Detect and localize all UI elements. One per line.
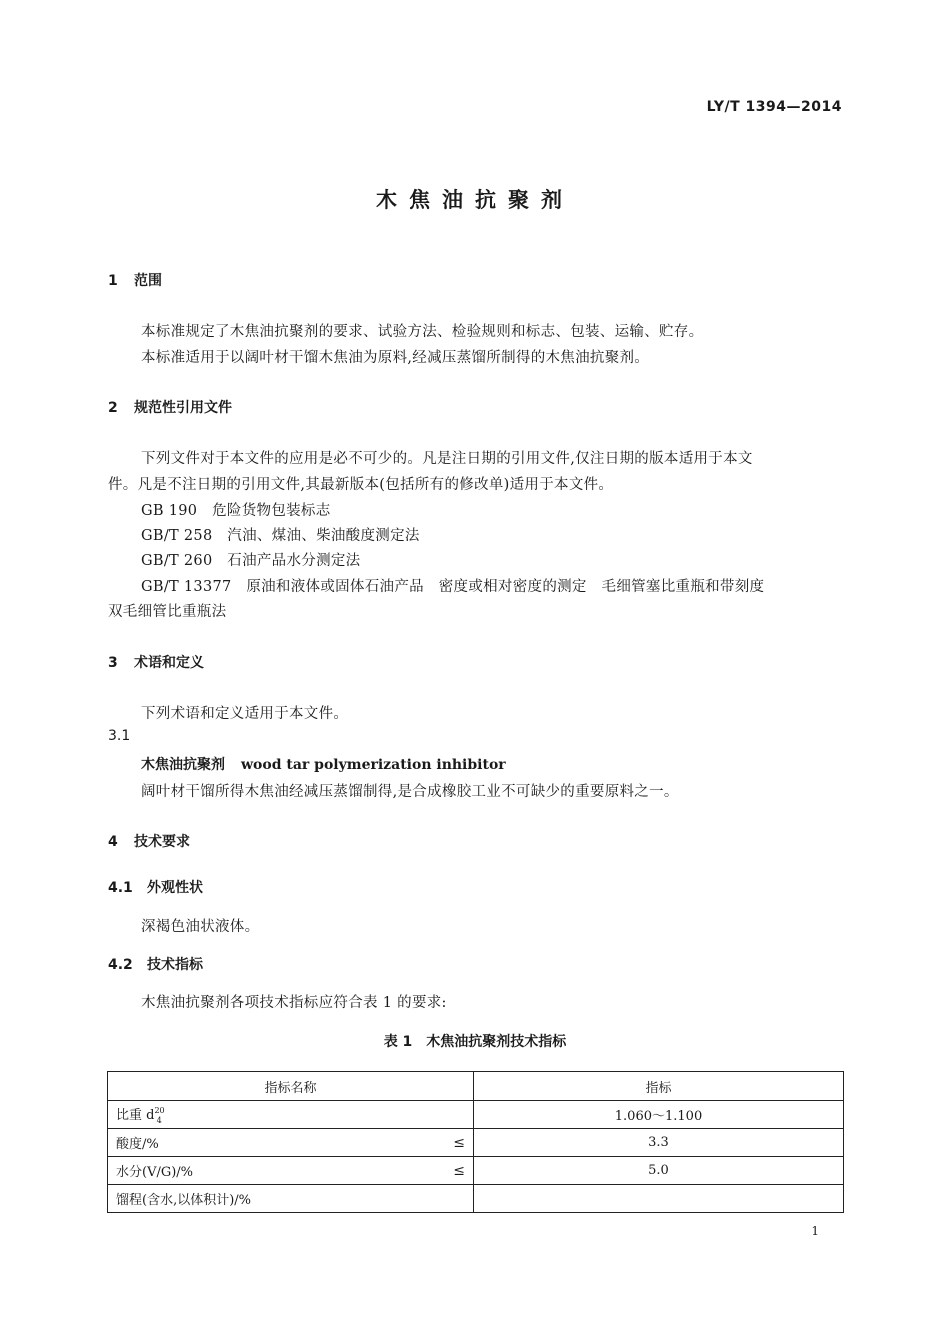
paragraph: 本标准规定了木焦油抗聚剂的要求、试验方法、检验规则和标志、包装、运输、贮存。: [141, 324, 704, 340]
indicator-name: [108, 1157, 474, 1185]
reference-item: GB/T 258 汽油、煤油、柴油酸度测定法: [141, 528, 420, 544]
section-number: 1: [108, 273, 118, 289]
subsection-4-1-heading: [108, 877, 203, 897]
paragraph: 木焦油抗聚剂各项技术指标应符合表 1 的要求:: [141, 995, 447, 1011]
table-row: [108, 1101, 844, 1129]
section-number: 2: [108, 400, 118, 416]
section-4-heading: [108, 831, 190, 851]
page-number: 1: [811, 1224, 819, 1238]
section-title: 技术要求: [134, 834, 190, 850]
section-number: 4: [108, 834, 118, 850]
subscript: 4: [156, 1115, 162, 1125]
term-definition: 阔叶材干馏所得木焦油经减压蒸馏制得,是合成橡胶工业不可缺少的重要原料之一。: [141, 784, 679, 800]
term-number: 3.1: [108, 728, 131, 744]
section-title: 术语和定义: [134, 655, 204, 671]
indicator-name: [108, 1129, 474, 1157]
indicator-name-text: 馏程(含水,以体积计)/%: [116, 1193, 252, 1208]
superscript: 20: [154, 1106, 165, 1116]
term-english: wood tar polymerization inhibitor: [241, 757, 506, 773]
table-row: [108, 1129, 844, 1157]
standard-code: LY/T 1394—2014: [706, 99, 842, 115]
reference-item: GB/T 13377 原油和液体或固体石油产品 密度或相对密度的测定 毛细管塞比重瓶和带刻度: [141, 579, 765, 595]
term-chinese: 木焦油抗聚剂: [141, 757, 225, 773]
table-caption: 表 1 木焦油抗聚剂技术指标: [383, 1034, 567, 1050]
paragraph: 深褐色油状液体。: [141, 919, 260, 935]
indicator-value: 5.0: [474, 1157, 844, 1185]
term-entry: [141, 754, 506, 774]
reference-item: GB/T 260 石油产品水分测定法: [141, 553, 361, 569]
table-header-row: [108, 1072, 844, 1101]
paragraph: 本标准适用于以阔叶材干馏木焦油为原料,经减压蒸馏所制得的木焦油抗聚剂。: [141, 350, 650, 366]
column-header: 指标名称: [108, 1072, 474, 1101]
section-3-heading: [108, 652, 204, 672]
technical-indicators-table: [107, 1071, 844, 1213]
comparator: ≤: [453, 1134, 465, 1151]
table-row: [108, 1157, 844, 1185]
table-row: [108, 1185, 844, 1213]
section-title: 规范性引用文件: [134, 400, 232, 416]
subsection-number: 4.2: [108, 957, 133, 973]
indicator-name: [108, 1185, 474, 1213]
subsection-number: 4.1: [108, 880, 133, 896]
document-title: 木焦油抗聚剂: [376, 187, 574, 212]
indicator-value: 1.060～1.100: [474, 1101, 844, 1129]
indicator-name: [108, 1101, 474, 1129]
reference-item: GB 190 危险货物包装标志: [141, 503, 331, 519]
paragraph: 下列术语和定义适用于本文件。: [141, 706, 349, 722]
indicator-name-text: 水分(V/G)/%: [116, 1165, 194, 1180]
section-2-heading: [108, 397, 232, 417]
section-number: 3: [108, 655, 118, 671]
section-title: 范围: [134, 273, 162, 289]
paragraph: 下列文件对于本文件的应用是必不可少的。凡是注日期的引用文件,仅注日期的版本适用于本文: [141, 451, 753, 467]
column-header: 指标: [474, 1072, 844, 1101]
subsection-title: 外观性状: [147, 880, 203, 896]
reference-item-continued: 双毛细管比重瓶法: [108, 604, 227, 620]
subsection-title: 技术指标: [147, 957, 203, 973]
paragraph: 件。凡是不注日期的引用文件,其最新版本(包括所有的修改单)适用于本文件。: [108, 477, 614, 493]
subsection-4-2-heading: [108, 954, 203, 974]
indicator-name-text: 比重 d: [116, 1108, 155, 1124]
indicator-name-text: 酸度/%: [116, 1137, 159, 1152]
indicator-value: [474, 1185, 844, 1213]
section-1-heading: [108, 270, 162, 290]
comparator: ≤: [453, 1162, 465, 1179]
indicator-value: 3.3: [474, 1129, 844, 1157]
